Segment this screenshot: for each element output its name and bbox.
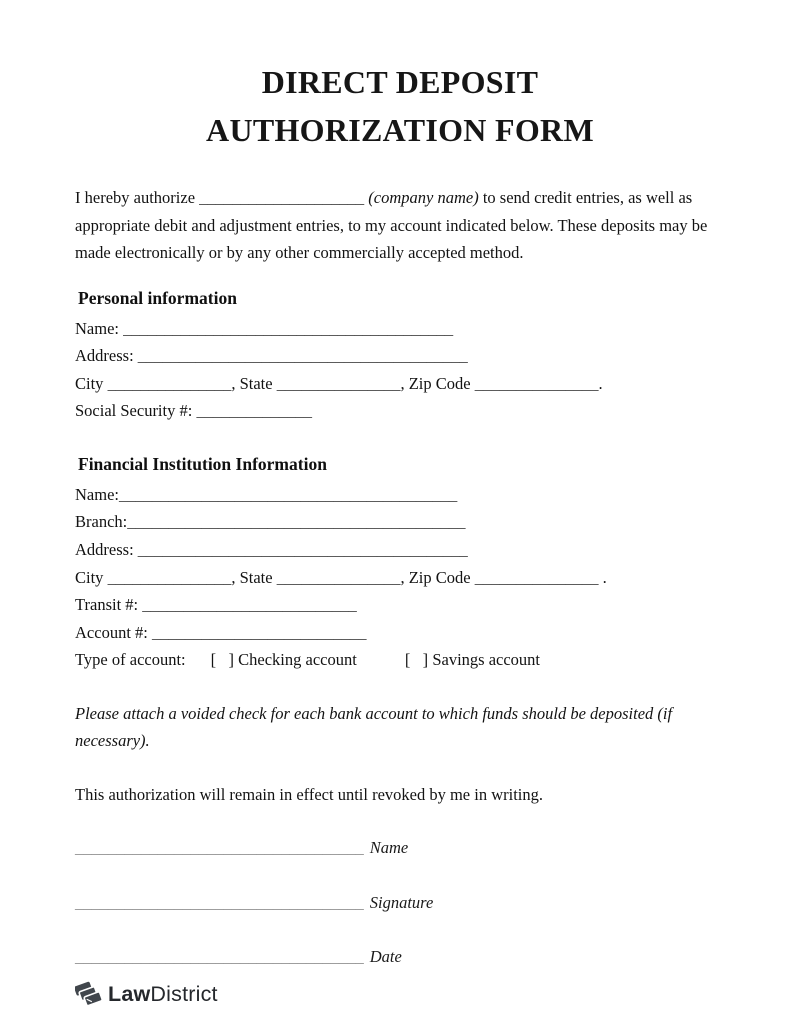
bank-state-label: State [239, 567, 277, 587]
checking-account-checkbox[interactable]: [ ] [210, 650, 235, 670]
name-signature-row [75, 834, 725, 862]
bank-city-label: City [75, 567, 108, 587]
personal-address-field[interactable]: ________________________________________ [137, 346, 468, 366]
fanned-documents-icon [75, 981, 102, 1008]
personal-city-field[interactable]: _______________ [107, 373, 232, 393]
separator: , [400, 567, 409, 587]
personal-zip-label: Zip Code [408, 373, 475, 393]
personal-information-heading: Personal information [78, 287, 237, 308]
voided-check-note: Please attach a voided check for each bank account to which funds should be deposited (if necessary). [75, 704, 673, 751]
account-number-field[interactable]: __________________________ [151, 622, 367, 642]
checking-account-option [211, 646, 357, 674]
personal-address-row [75, 342, 725, 370]
financial-institution-section [75, 451, 725, 674]
signature-line[interactable]: ___________________________________ [75, 892, 364, 912]
financial-institution-heading: Financial Institution Information [78, 453, 327, 474]
transit-number-label: Transit #: [75, 595, 143, 615]
separator: , [400, 373, 409, 393]
account-type-label: Type of account: [75, 650, 186, 670]
savings-account-checkbox[interactable]: [ ] [404, 650, 429, 670]
signature-label: Signature [369, 892, 434, 912]
personal-name-field[interactable]: ________________________________________ [123, 318, 454, 338]
bank-branch-label: Branch: [75, 512, 128, 532]
bank-city-field[interactable]: _______________ [107, 567, 232, 587]
form-title [75, 58, 725, 154]
account-number-label: Account #: [75, 622, 152, 642]
account-type-row [75, 646, 725, 674]
checking-account-label: Checking account [234, 650, 357, 670]
signature-row [75, 889, 725, 917]
bank-name-row [75, 481, 725, 509]
social-security-field[interactable]: ______________ [196, 401, 312, 421]
bank-city-state-zip-row [75, 564, 725, 592]
personal-city-label: City [75, 373, 108, 393]
bank-branch-row [75, 508, 725, 536]
intro-body: to send credit entries, as well as appropriate debit and adjustment entries, to my account indicated below. These deposits may be made electronically or by any other commercially accepted method. [75, 188, 712, 262]
row-period: . [598, 373, 603, 393]
date-row [75, 943, 725, 971]
bank-address-field[interactable]: ________________________________________ [137, 540, 468, 560]
personal-name-row [75, 315, 725, 343]
savings-account-label: Savings account [428, 650, 540, 670]
bank-address-label: Address: [75, 540, 138, 560]
separator: , [231, 567, 240, 587]
form-title-line2: AUTHORIZATION FORM [206, 112, 594, 148]
social-security-label: Social Security #: [75, 401, 197, 421]
personal-state-label: State [239, 373, 277, 393]
date-label: Date [369, 947, 402, 967]
printed-name-line[interactable]: ___________________________________ [75, 838, 364, 858]
company-name-blank[interactable]: ____________________ [199, 188, 365, 207]
printed-name-label: Name [369, 838, 409, 858]
authorization-statement: This authorization will remain in effect until revoked by me in writing. [75, 785, 543, 805]
brand-regular-part: District [150, 981, 218, 1006]
transit-number-field[interactable]: __________________________ [142, 595, 357, 615]
form-title-line1: DIRECT DEPOSIT [261, 64, 539, 100]
bank-branch-field[interactable]: _________________________________________ [127, 512, 466, 532]
lawdistrict-logo [75, 981, 725, 1008]
intro-lead: I hereby authorize [75, 188, 200, 207]
row-period: . [598, 567, 607, 587]
company-name-hint: (company name) [364, 188, 483, 207]
personal-address-label: Address: [75, 346, 138, 366]
date-line[interactable]: ___________________________________ [75, 947, 364, 967]
bank-zip-label: Zip Code [408, 567, 475, 587]
account-number-row [75, 619, 725, 647]
lawdistrict-wordmark [108, 982, 218, 1007]
bank-zip-field[interactable]: _______________ [474, 567, 599, 587]
transit-number-row [75, 591, 725, 619]
signature-block [75, 834, 725, 971]
bank-state-field[interactable]: _______________ [276, 567, 401, 587]
intro-paragraph [75, 184, 719, 267]
separator: , [231, 373, 240, 393]
brand-bold-part: Law [108, 981, 151, 1006]
bank-name-field[interactable]: _________________________________________ [118, 484, 458, 504]
bank-address-row [75, 536, 725, 564]
social-security-row [75, 397, 725, 425]
personal-zip-field[interactable]: _______________ [474, 373, 599, 393]
personal-city-state-zip-row [75, 370, 725, 398]
personal-name-label: Name: [75, 318, 124, 338]
bank-name-label: Name: [75, 484, 119, 504]
savings-account-option [405, 646, 540, 674]
personal-information-section [75, 285, 725, 425]
personal-state-field[interactable]: _______________ [276, 373, 401, 393]
